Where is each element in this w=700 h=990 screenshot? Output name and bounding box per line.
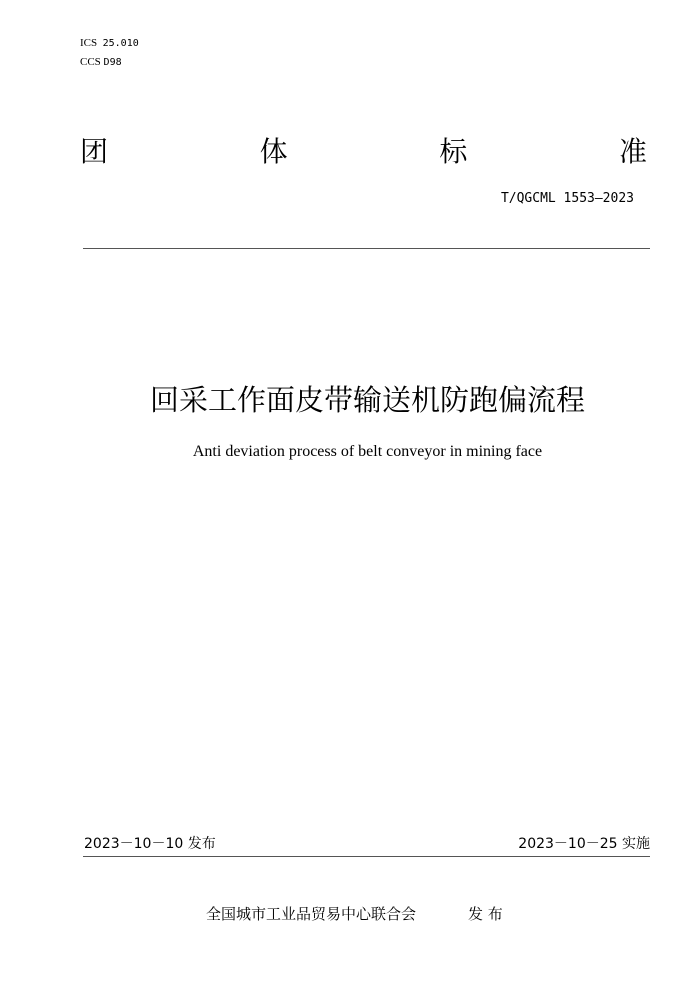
issue-date: 2023－10－10 发布 xyxy=(84,836,216,852)
standard-type-char: 团 xyxy=(80,135,109,168)
ccs-code: D98 xyxy=(103,57,122,68)
implementation-date: 2023－10－25 实施 xyxy=(518,836,650,852)
document-title-english: Anti deviation process of belt conveyor in mining face xyxy=(192,443,543,460)
standard-type-char: 标 xyxy=(439,135,468,168)
ccs-row xyxy=(80,53,139,72)
standard-type-char: 体 xyxy=(259,135,288,168)
ics-row xyxy=(80,34,139,53)
footer-divider xyxy=(83,856,650,857)
ccs-label: CCS xyxy=(80,56,101,68)
header-divider xyxy=(83,248,650,249)
publish-label: 发 布 xyxy=(468,905,503,923)
publisher-name: 全国城市工业品贸易中心联合会 xyxy=(206,905,417,923)
standard-type-heading xyxy=(80,132,647,172)
standard-type-char: 准 xyxy=(618,135,647,168)
ics-code: 25.010 xyxy=(102,38,139,49)
document-title-chinese: 回采工作面皮带输送机防跑偏流程 xyxy=(149,383,585,417)
standard-number: T/QGCML 1553—2023 xyxy=(500,191,634,206)
ics-label: ICS xyxy=(80,37,98,49)
classification-codes xyxy=(80,34,139,72)
